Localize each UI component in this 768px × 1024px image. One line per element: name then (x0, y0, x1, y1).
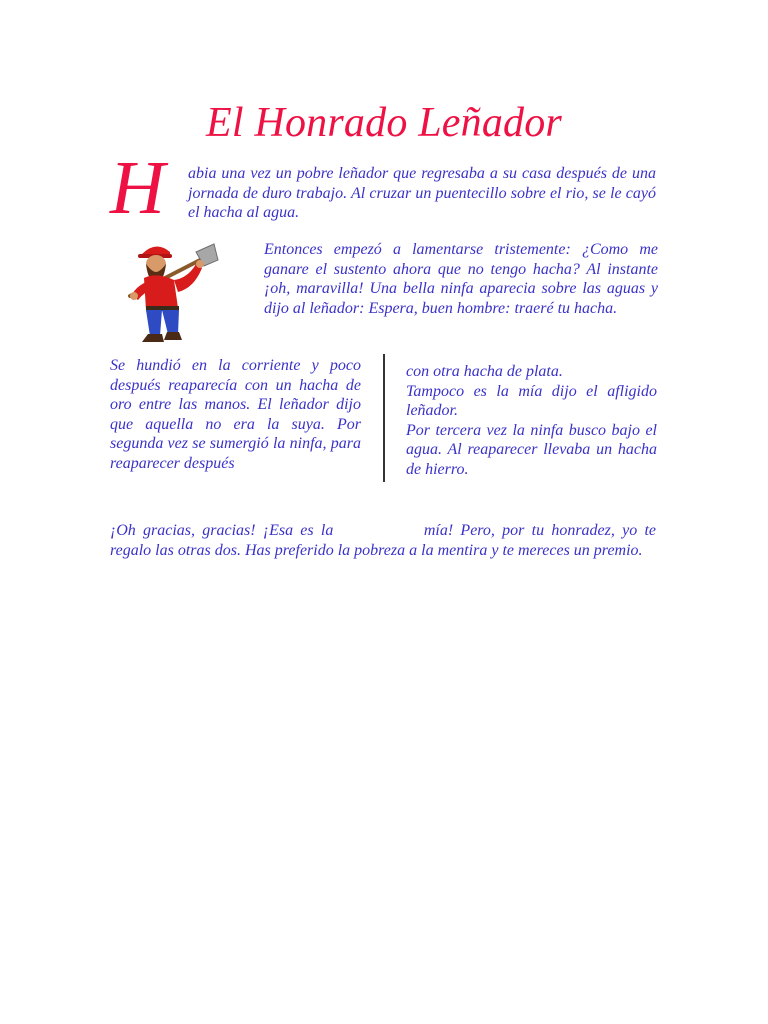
left-column-paragraph: Se hundió en la corriente y poco después reaparecía con un hacha de oro entre las manos. El leñador dijo que aquella no era la suya. Por segunda vez se sumergió la ninfa, para reaparecer después (110, 357, 361, 472)
lumberjack-illustration (124, 238, 224, 344)
right-column-line: con otra hacha de plata. (406, 363, 563, 380)
right-column-line: Por tercera vez la ninfa busco bajo el agua. Al reaparecer llevaba un hacha de hierro. (406, 421, 657, 478)
opening-paragraph: abia una vez un pobre leñador que regresaba a su casa después de una jornada de duro trabajo. Al cruzar un puentecillo sobre el rio, se le cayó el hacha al agua. (188, 165, 656, 221)
closing-continuation: mía! Pero, por tu honradez, yo te regalo las otras dos. Has preferido la pobreza a la mentira y te mereces un premio. (110, 522, 657, 559)
right-column-line: Tampoco es la mía dijo el afligido leñador. (406, 382, 657, 419)
page-title: El Honrado Leñador (206, 100, 562, 146)
right-column-paragraph (406, 362, 657, 479)
lumberjack-with-axe-icon (124, 238, 224, 344)
drop-cap-letter: H (110, 146, 165, 230)
column-divider (383, 354, 385, 482)
closing-exclamation: ¡Oh gracias, gracias! ¡Esa es la (110, 522, 334, 539)
second-paragraph: Entonces empezó a lamentarse tristemente: ¿Como me ganare el sustento ahora que no tengo hacha? Al instante ¡oh, maravilla! Una bella ninfa aparecia sobre las aguas y dijo al leñador: Espera, buen hombre: traeré tu hacha. (264, 241, 658, 317)
closing-paragraph (110, 521, 656, 560)
